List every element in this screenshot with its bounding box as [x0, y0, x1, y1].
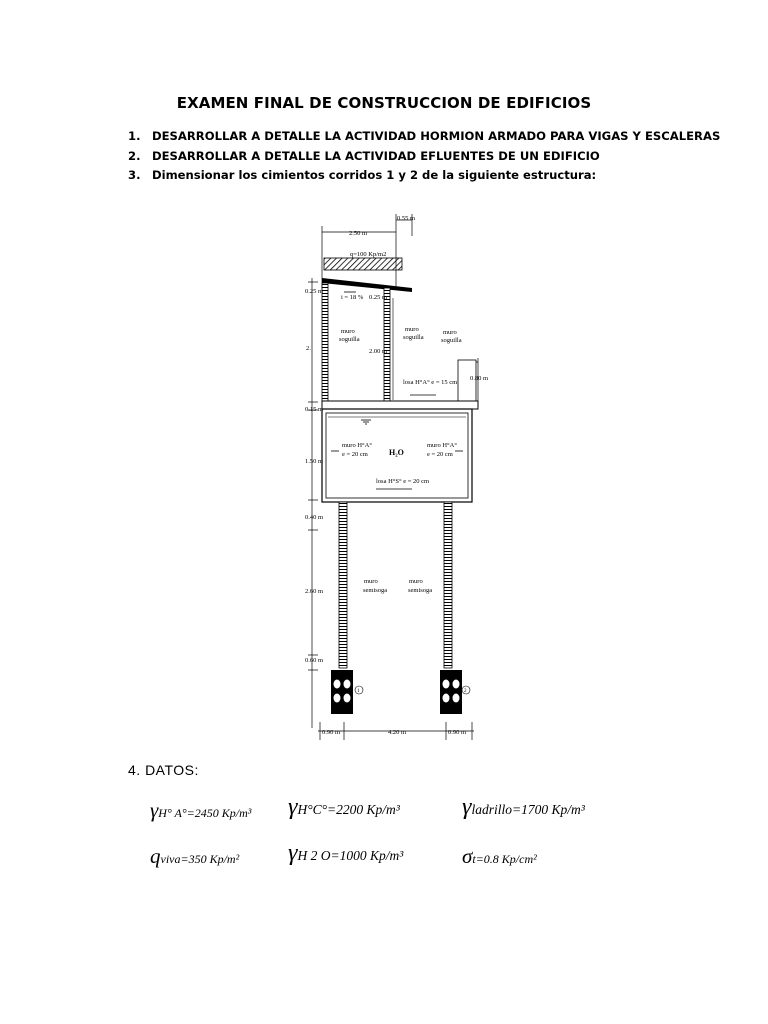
formula-value: ladrillo=1700 Kp/m³: [471, 802, 585, 817]
columns: [339, 502, 452, 668]
structure-diagram: [298, 208, 492, 745]
wall-label: soguilla: [441, 337, 462, 344]
datos-heading: 4. DATOS:: [128, 762, 199, 778]
task-text: DESARROLLAR A DETALLE LA ACTIVIDAD EFLUENTES DE UN EDIFICIO: [152, 148, 600, 163]
wall-label: e = 20 cm: [342, 451, 368, 458]
formula-symbol: γ: [462, 794, 472, 820]
dim-label: 0.15 m: [305, 406, 324, 413]
formula-symbol: σ: [462, 844, 473, 868]
wall-label: e = 20 cm: [427, 451, 453, 458]
wall-label: muro: [364, 578, 378, 585]
task-item: [128, 147, 728, 167]
formula-gamma-h2o: [288, 840, 403, 867]
dim-label: 0.40 m: [305, 514, 324, 521]
dim-label: 0.25 m: [305, 288, 324, 295]
formula-value: H° A°=2450 Kp/m³: [158, 806, 252, 820]
wall-label: muro H°A°: [342, 442, 372, 449]
wall-label: semisoga: [363, 587, 388, 594]
wall-label: soguilla: [339, 336, 360, 343]
dim-label: 2.00 m: [369, 348, 388, 355]
dim-label: 1.50 m: [305, 458, 324, 465]
wall-label: muro H°A°: [427, 442, 457, 449]
task-item: [128, 127, 728, 147]
roof: [322, 258, 412, 292]
formula-symbol: γ: [288, 840, 298, 866]
task-number: 1.: [128, 129, 141, 143]
wall-label: muro: [341, 328, 355, 335]
formula-value: t=0.8 Kp/cm²: [472, 852, 537, 866]
slab-label: losa H°S° e = 20 cm: [376, 478, 430, 485]
task-list: [128, 127, 728, 186]
task-number: 2.: [128, 148, 141, 163]
dim-label: 2.60 m: [305, 588, 324, 595]
water-label: H₂O: [389, 448, 404, 457]
dim-label: 0.80 m: [470, 375, 489, 382]
dim-label: 0.55 m: [397, 215, 416, 222]
dim-label: 0.90 m: [448, 729, 467, 736]
slab-label: losa H°A° e = 15 cm: [403, 379, 458, 386]
formula-symbol: γ: [150, 798, 159, 822]
wall-label: muro: [409, 578, 423, 585]
task-text: Dimensionar los cimientos corridos 1 y 2 de la siguiente estructura:: [152, 168, 597, 182]
dim-label: 2.: [306, 345, 311, 352]
footing-number: 2: [464, 689, 467, 694]
formula-symbol: γ: [288, 794, 298, 820]
formula-q-viva: [150, 844, 239, 869]
dim-label: 0.60 m: [305, 657, 324, 664]
dim-label: 0.25 m: [369, 294, 388, 301]
formula-value: H°C°=2200 Kp/m³: [297, 802, 400, 817]
formula-value: viva=350 Kp/m²: [160, 852, 240, 866]
task-text: DESARROLLAR A DETALLE LA ACTIVIDAD HORMION ARMADO PARA VIGAS Y ESCALERAS: [152, 129, 721, 143]
footing-number: 1: [357, 689, 360, 694]
task-item: [128, 166, 728, 186]
wall-label: soguilla: [403, 334, 424, 341]
task-number: 3.: [128, 168, 141, 182]
wall-label: muro: [443, 329, 457, 336]
dim-label: 2.50 m: [349, 230, 368, 237]
wall-label: muro: [405, 326, 419, 333]
formula-symbol: q: [150, 844, 161, 868]
wall-label: semisoga: [408, 587, 433, 594]
formula-gamma-hc: [288, 794, 400, 821]
formula-gamma-ladrillo: [462, 794, 585, 821]
formula-value: H 2 O=1000 Kp/m³: [297, 848, 404, 863]
dim-label: 4.20 m: [388, 729, 407, 736]
load-label: q=100 Kp/m2: [350, 251, 387, 258]
dim-label: 0.90 m: [322, 729, 341, 736]
exam-title: EXAMEN FINAL DE CONSTRUCCION DE EDIFICIOS: [176, 94, 592, 112]
formula-sigma-t: [462, 844, 537, 869]
formula-gamma-ha: [150, 798, 251, 823]
slope-label: i = 18 %: [341, 294, 364, 301]
